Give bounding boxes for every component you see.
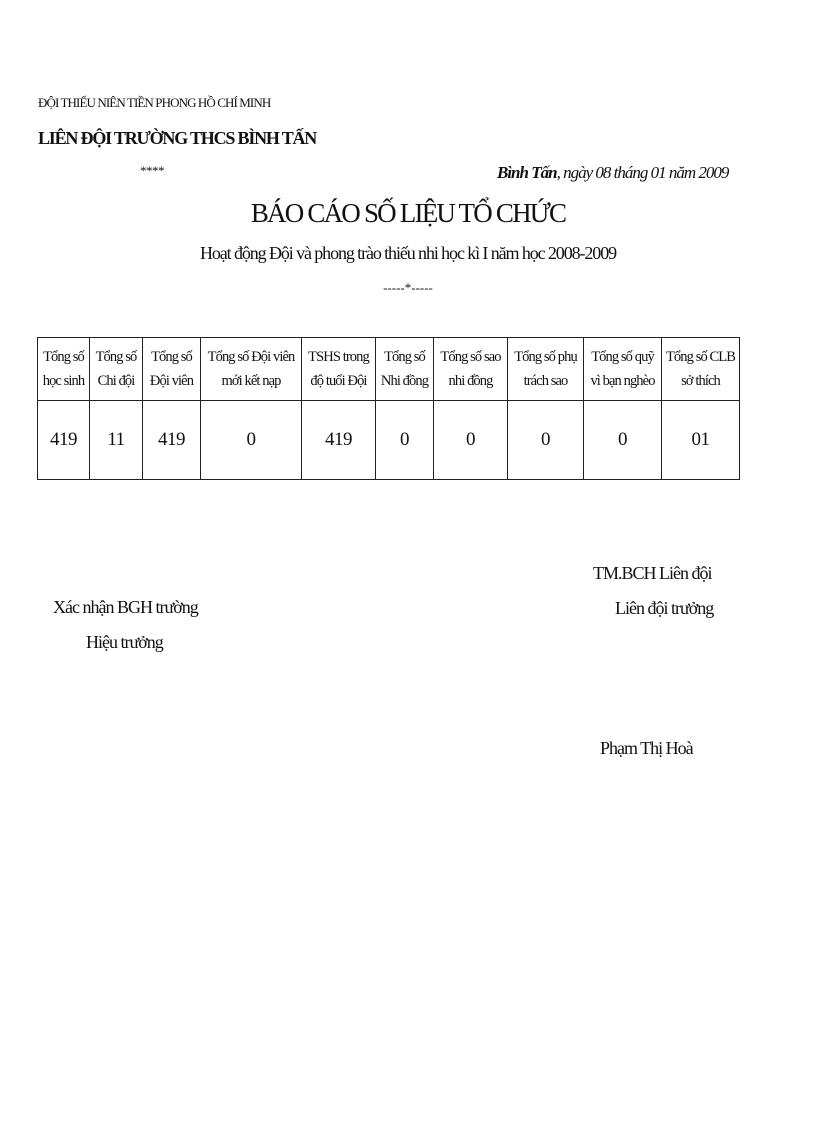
column-header-line2: độ tuổi Đội [310,373,367,389]
principal-confirmation-label: Xác nhận BGH trường [53,597,198,617]
column-header [508,338,584,401]
table-header-row [38,338,740,401]
report-title: BÁO CÁO SỐ LIỆU TỔ CHỨC [250,198,566,228]
column-header-line1: Tổng số CLB [665,349,736,365]
table-cell: 419 [38,401,90,480]
table-cell: 419 [302,401,376,480]
column-header [302,338,376,401]
header-stars: **** [140,163,164,178]
column-header [201,338,302,401]
column-header-line1: Tổng số [384,349,425,365]
column-header-line1: Tổng số [151,349,192,365]
column-header-line1: Tổng số [95,349,137,365]
column-header-line2: Chi đội [97,373,135,389]
column-header [434,338,508,401]
column-header-line2: vì bạn nghèo [590,373,655,389]
column-header-line1: Tổng số sao [440,349,501,365]
column-header-line2: trách sao [523,373,568,389]
dateline-place: Bình Tấn [497,163,557,182]
column-header [584,338,662,401]
column-header-line1: TSHS trong [308,349,369,365]
dateline-date: , ngày 08 tháng 01 năm 2009 [556,163,729,182]
table-cell: 11 [90,401,143,480]
column-header-line2: Đội viên [149,373,194,389]
table-cell: 0 [376,401,434,480]
column-header-line1: Tổng số quỹ [591,349,654,365]
column-header-line1: Tổng số phụ [514,349,577,365]
column-header-line1: Tổng số [43,349,84,365]
column-header [143,338,201,401]
table-cell: 01 [662,401,740,480]
column-header [376,338,434,401]
column-header-line2: nhi đồng [448,373,493,389]
column-header-line1: Tổng số Đội viên [207,349,295,365]
report-subtitle: Hoạt động Đội và phong trào thiếu nhi học kì I năm học 2008-2009 [199,243,616,263]
column-header-line2: sở thích [681,373,720,389]
union-leader-title: Liên đội trưởng [615,598,714,618]
committee-label: TM.BCH Liên đội [593,563,712,583]
table-row [38,401,740,480]
table-cell: 0 [434,401,508,480]
column-header [38,338,90,401]
signer-name: Phạm Thị Hoà [600,738,693,758]
column-header-line2: mới kết nạp [221,373,281,389]
dateline [497,163,728,183]
school-unit-name: LIÊN ĐỘI TRƯỜNG THCS BÌNH TẤN [38,128,317,148]
table-cell: 419 [143,401,201,480]
title-divider: -----*----- [383,280,433,295]
column-header-line2: Nhi đồng [380,373,429,389]
principal-title: Hiệu trưởng [86,632,163,652]
statistics-table [37,337,740,480]
table-cell: 0 [201,401,302,480]
organization-name: ĐỘI THIẾU NIÊN TIỀN PHONG HỒ CHÍ MINH [38,95,271,110]
column-header [90,338,143,401]
column-header-line2: học sinh [42,373,85,389]
table-cell: 0 [584,401,662,480]
table-cell: 0 [508,401,584,480]
column-header [662,338,740,401]
